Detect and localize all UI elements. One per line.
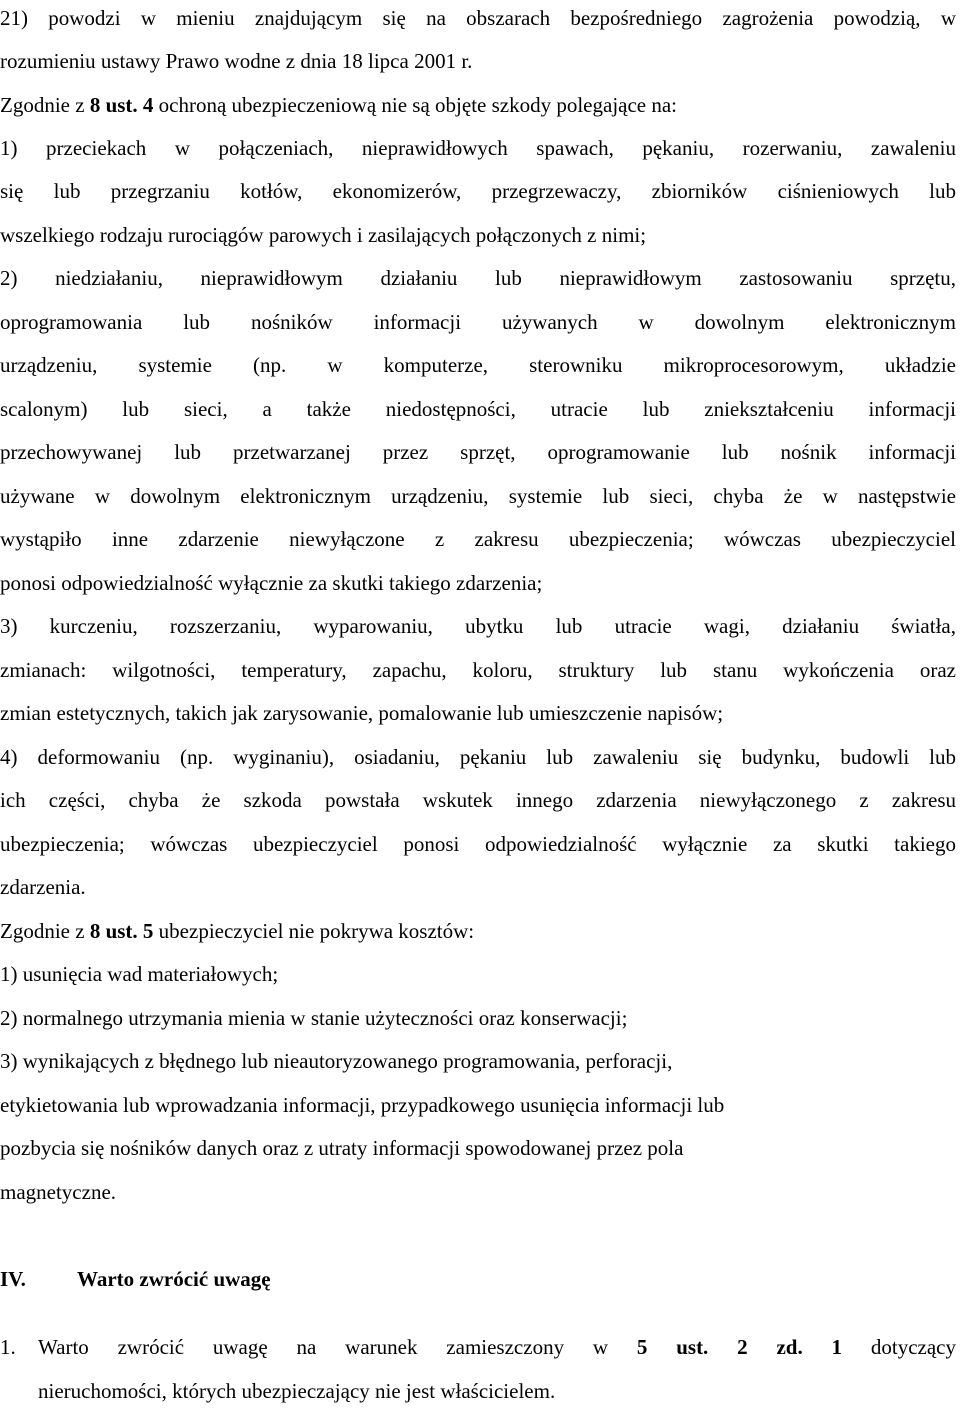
list-number: 1. — [0, 1335, 16, 1359]
text-line: ich części, chyba że szkoda powstała wskutek innego zdarzenia niewyłączonego z zakresu — [0, 788, 956, 812]
clause-prefix: Zgodnie z — [0, 919, 90, 943]
text-line: magnetyczne. — [0, 1180, 117, 1204]
text-line: 1) usunięcia wad materiałowych; — [0, 962, 279, 986]
section-heading — [0, 1265, 956, 1293]
point-text: Warto zwrócić uwagę na warunek zamieszczony w — [38, 1335, 637, 1359]
clause-number: 4 — [142, 93, 154, 117]
text-line: zdarzenia. — [0, 875, 86, 899]
text-line: ponosi odpowiedzialność wyłącznie za skutki takiego zdarzenia; — [0, 571, 543, 595]
text-line: 3) kurczeniu, rozszerzaniu, wyparowaniu, ubytku lub utracie wagi, działaniu światła, — [0, 614, 956, 638]
point-text: dotyczący — [842, 1335, 956, 1359]
clause-text: ochroną ubezpieczeniową nie są objęte szkody polegające na: — [153, 93, 678, 117]
clause-intro-8-5 — [0, 917, 956, 945]
text-line: oprogramowania lub nośników informacji używanych w dowolnym elektronicznym — [0, 310, 956, 334]
text-line: 3) wynikających z błędnego lub nieautoryzowanego programowania, perforacji, — [0, 1049, 673, 1073]
text-line: 4) deformowaniu (np. wyginaniu), osiadaniu, pękaniu lub zawaleniu się budynku, budowli lub — [0, 745, 956, 769]
section-title: Warto zwrócić uwagę — [77, 1267, 271, 1291]
text-line: używane w dowolnym elektronicznym urządzeniu, systemie lub sieci, chyba że w następstwie — [0, 484, 956, 508]
text-line: 1) przeciekach w połączeniach, nieprawidłowych spawach, pękaniu, rozerwaniu, zawaleniu — [0, 136, 956, 160]
clause-intro-8-4 — [0, 91, 956, 119]
text-line: 2) normalnego utrzymania mienia w stanie użyteczności oraz konserwacji; — [0, 1006, 628, 1030]
text-line: zmian estetycznych, takich jak zarysowanie, pomalowanie lub umieszczenie napisów; — [0, 701, 724, 725]
section-numeral: IV. — [0, 1267, 26, 1291]
text-line: rozumieniu ustawy Prawo wodne z dnia 18 lipca 2001 r. — [0, 49, 473, 73]
point-reference: 5 ust. 2 zd. 1 — [636, 1335, 843, 1359]
list-item-line — [38, 1333, 956, 1361]
text-line: się lub przegrzaniu kotłów, ekonomizerów, przegrzewaczy, zbiorników ciśnieniowych lub — [0, 179, 956, 203]
text-line: ubezpieczenia; wówczas ubezpieczyciel ponosi odpowiedzialność wyłącznie za skutki takiego — [0, 832, 956, 856]
text-line: etykietowania lub wprowadzania informacji, przypadkowego usunięcia informacji lub — [0, 1093, 725, 1117]
clause-prefix: Zgodnie z — [0, 93, 90, 117]
text-line: pozbycia się nośników danych oraz z utraty informacji spowodowanej przez pola — [0, 1136, 684, 1160]
clause-reference: 8 ust. — [89, 93, 138, 117]
text-line: scalonym) lub sieci, a także niedostępności, utracie lub zniekształceniu informacji — [0, 397, 956, 421]
clause-reference: 8 ust. — [89, 919, 138, 943]
clause-text: ubezpieczyciel nie pokrywa kosztów: — [153, 919, 475, 943]
text-line: urządzeniu, systemie (np. w komputerze, sterowniku mikroprocesorowym, układzie — [0, 353, 956, 377]
text-line: wszelkiego rodzaju rurociągów parowych i zasilających połączonych z nimi; — [0, 223, 647, 247]
clause-number: 5 — [142, 919, 154, 943]
text-line: wystąpiło inne zdarzenie niewyłączone z zakresu ubezpieczenia; wówczas ubezpieczyciel — [0, 527, 956, 551]
text-line: 2) niedziałaniu, nieprawidłowym działaniu lub nieprawidłowym zastosowaniu sprzętu, — [0, 266, 956, 290]
text-line: zmianach: wilgotności, temperatury, zapachu, koloru, struktury lub stanu wykończenia oraz — [0, 658, 956, 682]
text-line: przechowywanej lub przetwarzanej przez sprzęt, oprogramowanie lub nośnik informacji — [0, 440, 956, 464]
text-line: nieruchomości, których ubezpieczający nie jest właścicielem. — [38, 1379, 556, 1403]
text-line: 21) powodzi w mieniu znajdującym się na obszarach bezpośredniego zagrożenia powodzią, w — [0, 6, 956, 30]
